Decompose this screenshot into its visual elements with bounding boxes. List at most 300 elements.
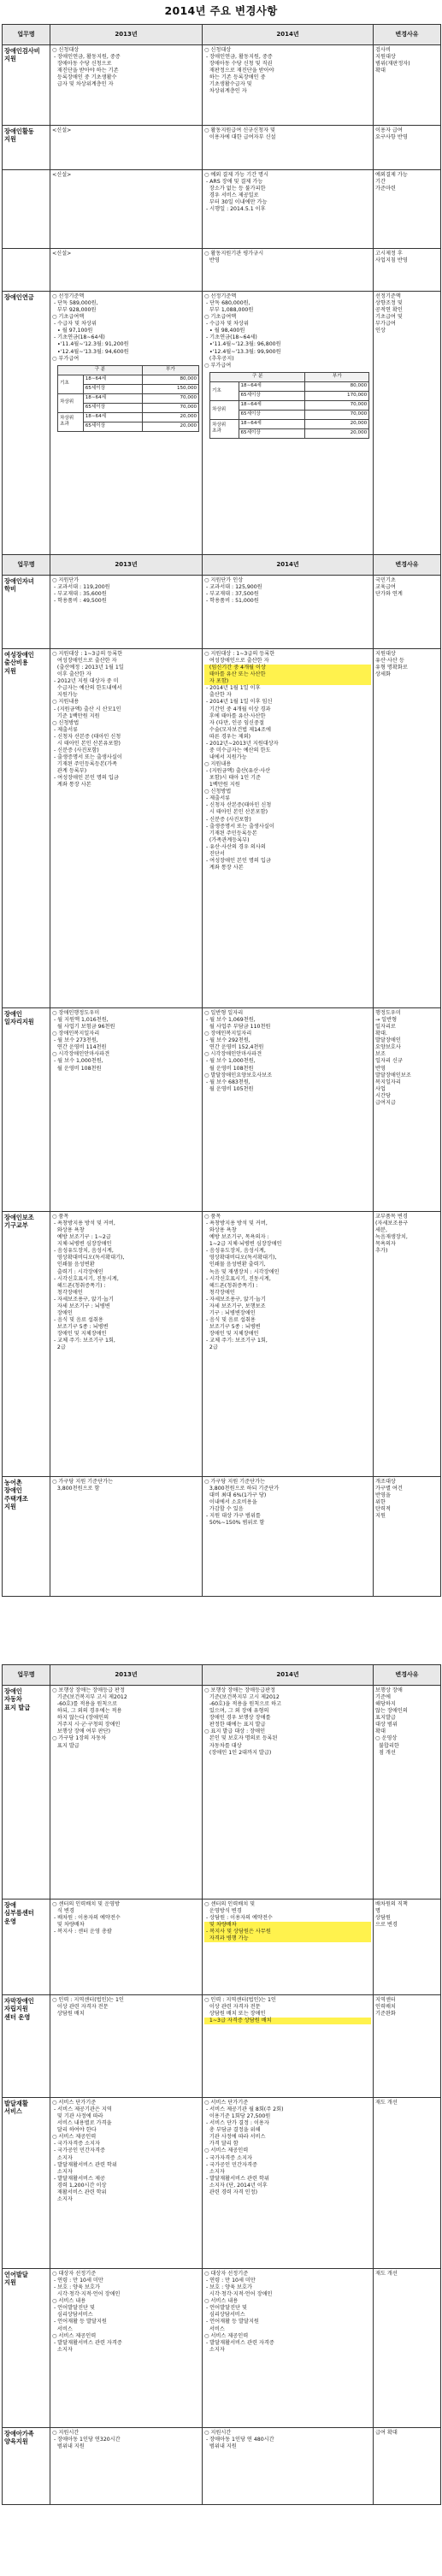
text-line: 녹음재생장치, bbox=[375, 1234, 408, 1241]
text-line: 지원가능 bbox=[52, 692, 78, 699]
text-line: 영상확대비디오(독서확대기), bbox=[204, 1255, 277, 1261]
text-line: - 월 보수 1,000천원, bbox=[52, 1058, 103, 1065]
text-line: - 보호 : 양육 보호가 bbox=[204, 2284, 252, 2291]
mini-group: 차상위 초과 bbox=[210, 419, 239, 438]
mini-header-category: 구 분 bbox=[58, 365, 143, 375]
text-line: 으로 변경 bbox=[375, 1922, 398, 1929]
text-line: 유형 명확화로 bbox=[375, 665, 408, 671]
text-line: - 지원 대상 가구 범위를 bbox=[204, 1513, 261, 1520]
task-name: 여성장애인 출산비용 지원 bbox=[3, 649, 50, 1008]
text-line: ○ 서비스 제공인력 bbox=[204, 2332, 249, 2339]
text-line: 재활서비스 관련 학위 bbox=[52, 2189, 107, 2195]
text-line: 기초생활수급자 및 bbox=[204, 81, 252, 88]
text-line: - 연령 : 만 10세 미만 bbox=[204, 2278, 256, 2284]
header-2013: 2013년 bbox=[50, 1665, 203, 1686]
text-line: ○ 인력 : 지역센터(법인)는 1인 bbox=[204, 1997, 276, 2003]
text-line: 기관 사정에 따라 서비스 bbox=[204, 2134, 266, 2141]
text-line: - 음성유도장치, 음성시계, bbox=[52, 1248, 114, 1255]
text-line: 50%∼150% 범위로 함 bbox=[204, 1520, 265, 1527]
cell-reason bbox=[374, 2428, 441, 2505]
text-line: ○ 지원내용 bbox=[204, 761, 232, 767]
text-line: 헤드폰(청취증폭기) : bbox=[204, 1282, 258, 1289]
text-line: - 유산·사산의 경우 의사의 bbox=[204, 843, 266, 850]
text-line: 장애인 bbox=[52, 1309, 73, 1316]
cell-2013 bbox=[50, 292, 203, 574]
text-line: ○ 보행상 장애는 장애등급판정 bbox=[204, 1687, 276, 1693]
text-line: - 발달재활서비스 관련 자격증 bbox=[52, 2339, 122, 2346]
table-row bbox=[3, 2098, 441, 2269]
text-line: 월 운영비 105천원 bbox=[204, 1085, 254, 1092]
text-line: ○ 서비스 단가기준 bbox=[204, 2100, 249, 2106]
cell-2014 bbox=[203, 649, 374, 1008]
text-line: 위한 bbox=[375, 1499, 386, 1506]
task-name: 장애인자녀 학비 bbox=[3, 576, 50, 649]
text-line: 확대 bbox=[375, 1728, 386, 1735]
cell-2013 bbox=[50, 45, 203, 126]
text-line: 이후 출산한 자 bbox=[52, 671, 91, 678]
cell-reason bbox=[374, 649, 441, 1008]
text-line: 식 변경 bbox=[52, 1908, 74, 1915]
text-line: 반영 bbox=[375, 1065, 386, 1072]
text-line: 관련 경력 자격 인정) bbox=[204, 2189, 258, 2195]
text-line: ○ 장애인복지일자리 bbox=[204, 1031, 252, 1037]
mini-age: 65세이상 bbox=[83, 403, 142, 412]
text-line: 보조기구 5종 : 뇌병변 bbox=[204, 1324, 261, 1330]
cell-2014 bbox=[203, 249, 374, 292]
task-name: 발달재활 서비스 bbox=[3, 2098, 50, 2269]
mini-age: 18∼64세 bbox=[83, 412, 142, 422]
text-line: 장애인 경우 보행상 장애를 bbox=[204, 1715, 271, 1722]
text-line: - 서비스 제공기관은 지역 bbox=[52, 2106, 112, 2113]
text-line: 인력배치 bbox=[375, 2004, 396, 2011]
text-line: ○ 장애인행정도우미 bbox=[52, 1010, 100, 1016]
mini-group: 기초 bbox=[210, 381, 239, 400]
text-line: - 언어재활 등 발달지원 bbox=[52, 2319, 107, 2325]
header-reason: 변경사유 bbox=[374, 25, 441, 45]
mini-age: 65세이상 bbox=[239, 410, 305, 419]
text-line: ○ 대상자 선정기준 bbox=[52, 2271, 97, 2277]
text-line: 반영을 bbox=[375, 1492, 391, 1499]
text-line: - 장애인연금, 활동지원, 중증 bbox=[52, 54, 121, 61]
text-line: 범위(재판정자) bbox=[375, 61, 410, 68]
text-line: 서비스 내용별로 가격을 bbox=[52, 2120, 112, 2127]
text-line: 표지발급 bbox=[375, 1715, 396, 1722]
text-line: 시 태아인 본인 산본유포함) bbox=[52, 740, 121, 747]
text-line: - 장애아동 1인당 연320시간 bbox=[52, 2437, 121, 2443]
text-line: ∙'12.4월∼'13.3월: 94,600원 bbox=[52, 348, 129, 355]
cell-2013 bbox=[50, 1008, 203, 1212]
text-line: ○ 서비스 제공인력 bbox=[204, 2148, 249, 2154]
text-line: 진단서 bbox=[204, 850, 225, 857]
text-line: 서비스 bbox=[52, 2325, 73, 2332]
text-line: 요양보호사 bbox=[375, 1044, 401, 1051]
text-line: 범위내 지원 bbox=[204, 2443, 237, 2450]
table-row bbox=[3, 45, 441, 126]
text-line: - (지원금액) 출산 시 산모1인 bbox=[52, 706, 121, 712]
text-line: - 월 보수 273천원, bbox=[52, 1037, 98, 1044]
text-line: <신설> bbox=[52, 127, 72, 133]
text-line: 보행상 장애 여부 판단) bbox=[52, 1728, 111, 1735]
text-line: - 제출서류 bbox=[204, 795, 231, 802]
text-line: 부가급여 bbox=[375, 321, 396, 328]
mini-age: 65세이상 bbox=[239, 428, 305, 438]
text-line: 사업지침 반영 bbox=[375, 257, 408, 264]
text-line: 경우 서비스 제공일로 bbox=[204, 192, 259, 199]
text-line: 경력 1,200시간 이상 bbox=[52, 2182, 107, 2189]
text-line: ○ 보행상 장애는 장애등급 판정 bbox=[52, 1687, 125, 1693]
text-line: 이용기준 1회당 27,500원 bbox=[204, 2113, 271, 2120]
text-line: - 음식 및 음료 섭취용 bbox=[52, 1316, 103, 1323]
text-line: - ARS 장애 및 결제 가능 bbox=[204, 179, 263, 186]
text-line: 월 운영비 108천원 bbox=[204, 1065, 254, 1072]
text-line: 급여지급 bbox=[375, 1099, 396, 1106]
mini-row bbox=[210, 381, 369, 391]
text-line: - 복지사 : 센터 운영 총괄 bbox=[52, 1929, 112, 1935]
mini-age: 18∼64세 bbox=[239, 419, 305, 428]
text-line: ○ 지원단가 인상 bbox=[204, 577, 244, 583]
text-line: - 제출서류 bbox=[52, 726, 79, 733]
text-line: - 언어발달진단 및 bbox=[52, 2305, 95, 2312]
text-line: 재도 개선 bbox=[375, 2271, 398, 2277]
text-line: - 욕창방지용 방석 및 커버, bbox=[52, 1220, 115, 1227]
text-line: 기초급여 및 bbox=[375, 314, 403, 321]
text-line: 재판정으로 재진단을 받아야 bbox=[204, 68, 274, 74]
text-line: 일자리로 bbox=[375, 1024, 396, 1031]
text-line: 재도 개선 bbox=[375, 2100, 398, 2106]
header-2013: 2013년 bbox=[50, 25, 203, 45]
cell-reason bbox=[374, 45, 441, 126]
mini-amount: 80,000 bbox=[142, 375, 198, 384]
text-line: 이내에서 소요비용을 bbox=[204, 1499, 257, 1506]
cell-2014 bbox=[203, 1008, 374, 1212]
text-line: 운영방식 변경 bbox=[204, 1908, 242, 1915]
cell-2014 bbox=[203, 292, 374, 574]
text-line: - 2014년 1월 1일 이후 bbox=[204, 685, 261, 692]
text-line: (자세보조용구 bbox=[375, 1220, 409, 1227]
table-row bbox=[3, 292, 441, 574]
text-line: 헤드폰(청취증폭기) : bbox=[52, 1282, 106, 1289]
text-line: 차상위계층인 자 bbox=[204, 88, 247, 95]
text-line: ○ 품목 bbox=[204, 1214, 221, 1220]
text-line: 행정도우미 bbox=[375, 1010, 401, 1016]
table-header-row bbox=[3, 1665, 441, 1686]
text-line: 요구사항 반영 bbox=[375, 134, 408, 141]
text-line: 예방 보조기구, 목욕의자 : bbox=[204, 1234, 269, 1241]
text-line: ○ 지원단가 bbox=[52, 577, 80, 583]
text-line: - 음식 및 음료 섭취용 bbox=[204, 1316, 256, 1323]
text-line: 상담원 bbox=[375, 1915, 391, 1922]
task-name bbox=[3, 249, 50, 292]
text-line: ○ 장애인복지일자리 bbox=[52, 1031, 100, 1037]
text-line: 수술(모자보건법 제14조에 bbox=[204, 726, 271, 733]
text-line: - 발달재활서비스 관련 자격증 bbox=[204, 2339, 274, 2346]
text-line: ○ 기초급여액 bbox=[204, 314, 237, 321]
text-line: 하지 않는다 (장애인의 bbox=[52, 1715, 109, 1722]
text-line: 교부품목 변경 bbox=[375, 1214, 408, 1220]
cell-reason bbox=[374, 126, 441, 170]
task-name bbox=[3, 170, 50, 249]
text-line: 기준에 bbox=[375, 1694, 391, 1701]
table-row bbox=[3, 1212, 441, 1477]
text-line: 목욕의자 bbox=[375, 1241, 396, 1248]
task-name: 장애인연금 bbox=[3, 292, 50, 574]
text-line: 기재된 주민등록등본(가족 bbox=[52, 761, 118, 767]
text-line: - 서비스 단가 결정 : 이용자 bbox=[204, 2120, 269, 2127]
cell-reason bbox=[374, 1008, 441, 1212]
text-line: ○ 선정기준액 bbox=[204, 293, 237, 299]
text-line: 연간 운영비 152,4천원 bbox=[204, 1044, 264, 1051]
mini-header-category: 구 분 bbox=[210, 372, 305, 381]
text-line: 포함)시 태아 1인 기준 bbox=[204, 775, 261, 782]
task-name: 장애인보조 기구교부 bbox=[3, 1212, 50, 1477]
text-line: ○ 기초급여액 bbox=[52, 314, 85, 321]
text-line: ○ 신청대상 bbox=[52, 47, 80, 53]
header-reason: 변경사유 bbox=[374, 1665, 441, 1686]
text-line: - 자세보조용구, 앉기·눕기 bbox=[204, 1296, 266, 1303]
text-line: 청각장애인 bbox=[52, 1289, 83, 1296]
text-line: 소지자 bbox=[204, 2346, 225, 2353]
text-line: - 자세보조용구, 앉기·눕기 bbox=[52, 1296, 114, 1303]
text-line: -60호)을 적용을 원칙으로 하고 bbox=[204, 1701, 282, 1708]
text-line: - 학용품비 : 49,500원 bbox=[52, 598, 107, 605]
mini-amount: 70,000 bbox=[305, 400, 369, 410]
changes-table-3 bbox=[2, 1664, 441, 2505]
text-line: 공적연 확인 bbox=[375, 307, 403, 314]
header-task: 업무명 bbox=[3, 1665, 50, 1686]
text-line: 3,800천원으로 하되 기준단가 bbox=[204, 1486, 280, 1492]
text-line: 자격과 병행 가능 bbox=[204, 1935, 371, 1942]
text-line: - 부교재대 : 35,600원 bbox=[52, 591, 107, 598]
text-line: 개조대상 bbox=[375, 1479, 396, 1485]
text-line: - 발달재활서비스 관련 학위 bbox=[204, 2175, 269, 2182]
text-line: - 부교재대 : 37,500원 bbox=[204, 591, 259, 598]
text-line: - 교과서대 : 119,200원 bbox=[52, 584, 110, 591]
text-line: 계좌 통장 사본 bbox=[204, 864, 244, 871]
text-line: ∙ 월 98,400원 bbox=[204, 328, 245, 334]
table-row bbox=[3, 1477, 441, 1597]
cell-2014 bbox=[203, 1900, 374, 1995]
text-line: 부부 928,000원 bbox=[52, 307, 97, 314]
text-line: 시각·청각·지적·언어 장애인 bbox=[204, 2291, 273, 2298]
text-line: (가족관계등록부) bbox=[204, 836, 250, 843]
text-line: - 2012년∼2013년 지원대상자 bbox=[204, 740, 279, 747]
text-line: - 언어발달진단 및 bbox=[204, 2305, 247, 2312]
text-line: 지원대상 bbox=[375, 54, 396, 61]
text-line: 심리상담서비스 bbox=[52, 2312, 93, 2319]
text-line: 총 부담금 결정을 위해 bbox=[204, 2127, 261, 2134]
cell-2013 bbox=[50, 1477, 203, 1597]
text-line: - 장애인연금, 활동지원, 중증 bbox=[204, 54, 273, 61]
text-line: ○ 지원시간 bbox=[52, 2430, 80, 2436]
mini-amount: 170,000 bbox=[305, 391, 369, 400]
text-line: 계좌 통장 사본 bbox=[52, 782, 91, 789]
text-line: - 음성유도장치, 음성시계, bbox=[204, 1248, 266, 1255]
text-line: 기재된 주민등록등본 bbox=[204, 830, 257, 836]
text-line: 고시제정 후 bbox=[375, 251, 403, 257]
text-line: ○ 서비스 단가기준 bbox=[52, 2100, 97, 2106]
text-line: ∙'12.4월∼'13.3월: 99,900원 bbox=[204, 348, 281, 355]
text-line: 하되, 그 외의 경우에는 적용 bbox=[52, 1708, 122, 1715]
text-line: ○ 지원시간 bbox=[204, 2430, 232, 2436]
cell-2013 bbox=[50, 2428, 203, 2505]
text-line: - 장애아동 1인당 연 480시간 bbox=[204, 2437, 274, 2443]
cell-2013 bbox=[50, 2269, 203, 2428]
mini-age: 18∼64세 bbox=[239, 381, 305, 391]
table-row bbox=[3, 1900, 441, 1995]
text-line: 배차원의 직책 bbox=[375, 1901, 408, 1907]
text-line: - 시각신호표시기, 진동시계, bbox=[52, 1275, 119, 1282]
text-line: 수급자는 예산의 한도내에서 bbox=[52, 685, 122, 692]
text-line: - 월 보수 683천원, bbox=[204, 1078, 250, 1085]
text-line: 달리 하여야 한다 bbox=[52, 2127, 97, 2134]
text-line: - 시각신호표시기, 진동시계, bbox=[204, 1275, 271, 1282]
text-line: - 복지사 및 상담원은 사무원 bbox=[204, 1929, 371, 1935]
cell-reason bbox=[374, 576, 441, 649]
text-line: 월 사업기 보험금 96천원 bbox=[52, 1024, 115, 1031]
text-line: 월 운영비 108천원 bbox=[52, 1065, 102, 1072]
text-line: 발달장애인보조 bbox=[375, 1072, 411, 1078]
text-line: 와상용 욕창 bbox=[204, 1227, 237, 1234]
mini-age: 65세이상 bbox=[83, 384, 142, 393]
text-line: - 신분증 (사진포함) bbox=[204, 816, 251, 823]
header-2014: 2014년 bbox=[203, 1665, 374, 1686]
text-line: 및 차량배차 bbox=[52, 1922, 85, 1929]
text-line: 복지일자리 bbox=[375, 1078, 401, 1085]
task-name: 언어발달 지원 bbox=[3, 2269, 50, 2428]
cell-reason bbox=[374, 170, 441, 249]
text-line: - (지원금액) 출산(유산·사산 bbox=[204, 768, 271, 775]
text-line: 표지 발급 bbox=[52, 1742, 80, 1749]
text-line: ○ 활동지원기관 평가규시 bbox=[204, 251, 264, 257]
cell-2014 bbox=[203, 1686, 374, 1900]
text-line: ○ 지원내용 bbox=[52, 699, 80, 706]
text-line: - 배차원 : 이용자의 예약전수 bbox=[52, 1915, 121, 1922]
text-line: 월 사업주 부담금 110천원 bbox=[204, 1024, 271, 1031]
text-line: 자세 보조기구, 보행보조 bbox=[204, 1303, 266, 1309]
text-line: 판정한 때에는 표지 발급 bbox=[204, 1722, 266, 1728]
text-line: 대상 범위 bbox=[375, 1722, 398, 1728]
mini-age: 18∼64세 bbox=[83, 375, 142, 384]
text-line: 관계 등록부) bbox=[52, 768, 87, 775]
text-line: 가준마련 bbox=[375, 186, 396, 192]
cell-2013 bbox=[50, 1900, 203, 1995]
task-name: 장애인검사비 지원 bbox=[3, 45, 50, 126]
cell-2014 bbox=[203, 1995, 374, 2098]
text-line: ∙ 월 97,100원 bbox=[52, 328, 93, 334]
text-line: 장애인 및 지체장애인 bbox=[52, 1331, 107, 1338]
text-line: - 시행일 : 2014.5.1 이후 bbox=[204, 206, 266, 213]
text-line: 기준(보건복지부 고시 제2012 bbox=[204, 1694, 280, 1701]
text-line: 내에서 지원가능 bbox=[204, 753, 247, 760]
document-title: 2014년 주요 변경사항 bbox=[164, 4, 278, 17]
cell-2013 bbox=[50, 170, 203, 249]
cell-reason bbox=[374, 249, 441, 292]
text-line: 재진단을 받아야 하는 기존 bbox=[52, 68, 119, 74]
task-name: 장애인 자동차 표지 발급 bbox=[3, 1686, 50, 1900]
text-line: 범위내 지원 bbox=[52, 2443, 85, 2450]
header-2014: 2014년 bbox=[203, 555, 374, 576]
text-line: - 국가자격증 소지자 bbox=[204, 2154, 252, 2161]
text-line: - 기초연금(18∼64세) bbox=[204, 334, 257, 341]
text-line: - 발달재활서비스 제공 bbox=[52, 2175, 105, 2182]
text-line: 불합리한 bbox=[375, 1742, 399, 1749]
text-line: 부부 1,088,000원 bbox=[204, 307, 254, 314]
text-line: - 국가공인 민간자격증 bbox=[52, 2148, 105, 2154]
cell-2014 bbox=[203, 2428, 374, 2505]
text-line: 지원대상 bbox=[375, 651, 396, 657]
task-name: 농어촌 장애인 주택개조 지원 bbox=[3, 1477, 50, 1597]
mini-amount: 20,000 bbox=[305, 428, 369, 438]
text-line: 가감할 수 있음 bbox=[204, 1506, 244, 1513]
text-line: 인상 bbox=[375, 328, 386, 334]
text-line: 유산·사산 등 bbox=[375, 658, 404, 665]
text-line: - 욕창방지용 방석 및 커버, bbox=[204, 1220, 268, 1227]
mini-group: 차상위 초과 bbox=[58, 412, 84, 431]
text-line: 국민기초 bbox=[375, 577, 396, 583]
mini-row bbox=[58, 375, 199, 384]
text-line: 예외결제 가능 bbox=[375, 172, 408, 178]
text-line: 대비 최대 6%(1가구 당) bbox=[204, 1492, 267, 1499]
text-line: 소지자 bbox=[52, 2195, 73, 2202]
text-line: ○ 센터의 인력배치 및 운영방 bbox=[52, 1901, 121, 1907]
text-line: 와상용 욕창 bbox=[52, 1227, 85, 1234]
text-line: 소지자 bbox=[52, 2168, 73, 2175]
supplement-benefit-table bbox=[57, 365, 199, 432]
text-line: - 출생증명서 또는 출생사실이 bbox=[52, 753, 122, 760]
text-line: - 신청자 산본증 (태아인 신청 bbox=[52, 733, 121, 740]
mini-age: 65세이상 bbox=[239, 391, 305, 400]
text-line: 상향조정 및 bbox=[375, 300, 403, 307]
text-line: - 출생증명서 또는 출생사실이 bbox=[204, 823, 274, 830]
text-line: 가구별 여건 bbox=[375, 1486, 403, 1492]
text-line: - 2014년 1월 1일 이후 임신 bbox=[204, 699, 273, 706]
text-line: - 신분증 (사진포함) bbox=[52, 747, 99, 753]
mini-amount: 80,000 bbox=[305, 381, 369, 391]
text-line: 상담원 배치 bbox=[52, 2011, 85, 2018]
text-line: (추후공지) bbox=[204, 355, 234, 362]
text-line: - 수급자 및 차상위 bbox=[204, 321, 249, 328]
text-line: 확대. bbox=[375, 1031, 387, 1037]
text-line: ○ 신청방법 bbox=[204, 789, 232, 795]
text-line: ○ 신청방법 bbox=[52, 719, 80, 726]
cell-reason bbox=[374, 2098, 441, 2269]
mini-row bbox=[210, 400, 369, 410]
task-name: 자막장애인 자립지원 센터 운영 bbox=[3, 1995, 50, 2098]
text-line: 상담원 배치 또는 장애인 bbox=[204, 2011, 266, 2018]
text-line: ○ 선정기준액 bbox=[52, 293, 85, 299]
text-line: ○ 운영상 bbox=[375, 1735, 398, 1742]
cell-2013 bbox=[50, 249, 203, 292]
text-line: 자 포함) bbox=[204, 678, 371, 685]
text-line: 시 태아인 본인 산본포함) bbox=[204, 809, 268, 816]
cell-2013 bbox=[50, 1995, 203, 2098]
text-line: - 여성장애인 본인 명의 입금 bbox=[204, 857, 271, 864]
task-name: 장애인활동 지원 bbox=[3, 126, 50, 170]
text-line: 인쇄물 음성변환 출력기, bbox=[204, 1261, 266, 1268]
text-line: 점 개선 bbox=[375, 1749, 396, 1756]
text-line: ○ 발달장애인요양보호사보조 bbox=[204, 1072, 273, 1078]
cell-2013 bbox=[50, 2098, 203, 2269]
text-line: 기준(보건복지부 고시 제2012 bbox=[52, 1694, 127, 1701]
mini-row bbox=[58, 412, 199, 422]
text-line: 이상 관련 자격자 전문 bbox=[204, 2004, 261, 2011]
mini-amount: 150,000 bbox=[142, 384, 198, 393]
text-line: 해당하지 bbox=[375, 1701, 396, 1708]
table-row bbox=[3, 1995, 441, 2098]
text-line: - 단독 680,000원, bbox=[204, 300, 250, 307]
text-line: 부터 30일 이내에만 가능 bbox=[204, 199, 268, 206]
mini-amount: 20,000 bbox=[142, 422, 198, 431]
